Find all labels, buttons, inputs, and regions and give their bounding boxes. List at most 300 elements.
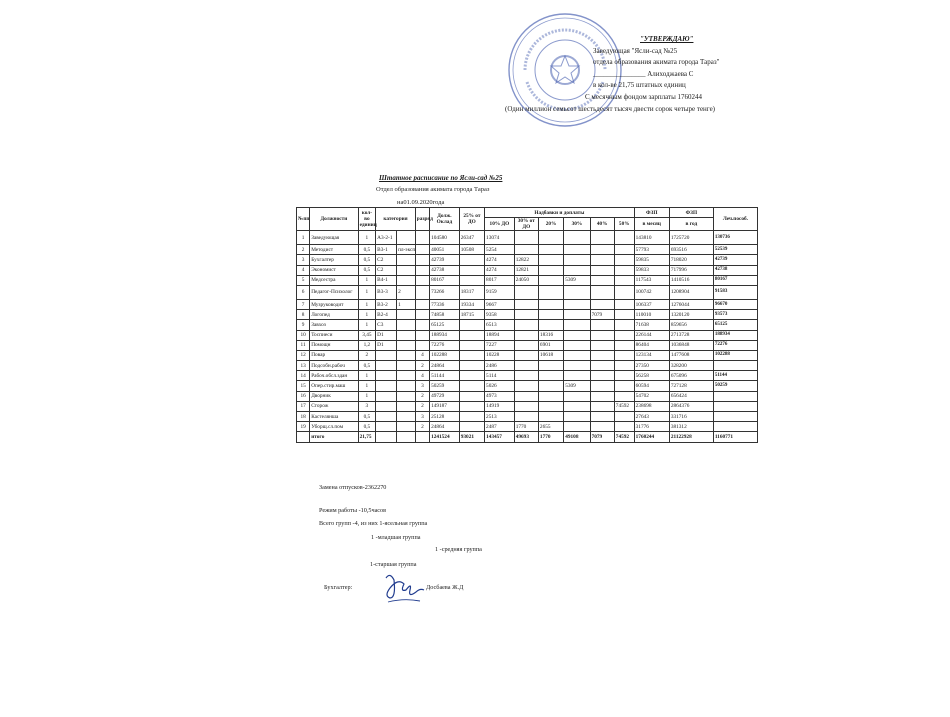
cell-a30b xyxy=(564,371,590,381)
cell-rank: 2 xyxy=(415,361,429,371)
cell-a10: 2486 xyxy=(485,361,515,371)
cell-a10: 7227 xyxy=(485,340,515,350)
cell-cat xyxy=(376,361,397,371)
cell-a50 xyxy=(614,299,634,309)
cell-a30b xyxy=(564,265,590,275)
cell-a50: 74592 xyxy=(614,401,634,411)
cell-a20 xyxy=(538,381,563,391)
cell-a30 xyxy=(514,285,538,299)
table-row xyxy=(297,361,758,371)
cell-a40 xyxy=(590,245,614,255)
total-cell-sal: 1241524 xyxy=(430,432,460,442)
cell-fy: 727128 xyxy=(669,381,713,391)
cell-cnt: 1 xyxy=(358,320,376,330)
cell-a40 xyxy=(590,275,614,285)
vacation-note: Замена отпусков-2362270 xyxy=(319,484,387,491)
cell-a10: 14919 xyxy=(485,401,515,411)
cell-rank: 2 xyxy=(415,391,429,401)
cell-fm: 238698 xyxy=(634,401,669,411)
cell-a10: 5026 xyxy=(485,381,515,391)
total-cell xyxy=(397,432,416,442)
cell-p25 xyxy=(459,340,484,350)
cell-a40 xyxy=(590,391,614,401)
cell-pos: Дворник xyxy=(310,391,358,401)
cell-sal: 149187 xyxy=(430,401,460,411)
total-cell-a10: 143457 xyxy=(485,432,515,442)
cell-a30 xyxy=(514,330,538,340)
cell-a40 xyxy=(590,401,614,411)
cell-ben: 42738 xyxy=(713,265,757,275)
header-fzp-year: в год xyxy=(669,218,713,231)
cell-ben: 80167 xyxy=(713,275,757,285)
cell-fm: 226144 xyxy=(634,330,669,340)
cell-a20 xyxy=(538,320,563,330)
cell-rank: 2 xyxy=(415,422,429,432)
cell-extra xyxy=(397,371,416,381)
cell-a40 xyxy=(590,285,614,299)
cell-fy: 718020 xyxy=(669,255,713,265)
cell-no: 4 xyxy=(297,265,310,275)
cell-fy: 1036848 xyxy=(669,340,713,350)
cell-rank xyxy=(415,245,429,255)
cell-a30 xyxy=(514,361,538,371)
table-row xyxy=(297,401,758,411)
cell-fm: 27350 xyxy=(634,361,669,371)
cell-a20 xyxy=(538,310,563,320)
cell-no: 19 xyxy=(297,422,310,432)
approval-heading: "УТВЕРЖДАЮ" xyxy=(640,35,694,43)
cell-a20 xyxy=(538,245,563,255)
cell-a50 xyxy=(614,245,634,255)
cell-fm: 60594 xyxy=(634,381,669,391)
cell-fy: 693516 xyxy=(669,245,713,255)
cell-extra xyxy=(397,320,416,330)
cell-fy: 717996 xyxy=(669,265,713,275)
cell-cnt: 1 xyxy=(358,310,376,320)
cell-a30b xyxy=(564,231,590,245)
cell-pos: Педагог-Психолог xyxy=(310,285,358,299)
cell-p25 xyxy=(459,265,484,275)
cell-a10: 6513 xyxy=(485,320,515,330)
cell-no: 13 xyxy=(297,361,310,371)
cell-extra xyxy=(397,231,416,245)
total-cell-a30: 49693 xyxy=(514,432,538,442)
header-pct25: 25% от ДО xyxy=(459,208,484,231)
cell-extra xyxy=(397,391,416,401)
cell-pos: Уборщ.сл.пом xyxy=(310,422,358,432)
cell-no: 1 xyxy=(297,231,310,245)
approval-line: _______________ Алиходжаева С xyxy=(593,69,694,78)
cell-pos: Экономист xyxy=(310,265,358,275)
cell-cat: D1 xyxy=(376,330,397,340)
cell-cnt: 0,5 xyxy=(358,255,376,265)
cell-a10: 8017 xyxy=(485,275,515,285)
cell-no: 7 xyxy=(297,299,310,309)
cell-ben: 50259 xyxy=(713,381,757,391)
cell-cat xyxy=(376,350,397,360)
header-salary: Долж. Оклад xyxy=(430,208,460,231)
cell-a20: 2655 xyxy=(538,422,563,432)
total-cell xyxy=(376,432,397,442)
cell-a50 xyxy=(614,285,634,299)
cell-fy: 1276044 xyxy=(669,299,713,309)
cell-p25 xyxy=(459,361,484,371)
signature xyxy=(380,568,428,606)
cell-extra xyxy=(397,275,416,285)
total-cell-ben: 1160771 xyxy=(713,432,757,442)
cell-a20: 6901 xyxy=(538,340,563,350)
cell-extra xyxy=(397,422,416,432)
cell-cat xyxy=(376,381,397,391)
cell-a40 xyxy=(590,350,614,360)
cell-extra xyxy=(397,265,416,275)
table-row xyxy=(297,412,758,422)
table-row xyxy=(297,299,758,309)
cell-cnt: 1 xyxy=(358,391,376,401)
cell-extra: 1 xyxy=(397,299,416,309)
cell-cat xyxy=(376,371,397,381)
cell-rank xyxy=(415,275,429,285)
cell-a50 xyxy=(614,422,634,432)
cell-sal: 77336 xyxy=(430,299,460,309)
cell-sal: 50259 xyxy=(430,381,460,391)
cell-fm: 59833 xyxy=(634,265,669,275)
header-category: категория xyxy=(376,208,416,231)
cell-p25: 19334 xyxy=(459,299,484,309)
cell-a30: 24050 xyxy=(514,275,538,285)
cell-no: 5 xyxy=(297,275,310,285)
cell-no: 16 xyxy=(297,391,310,401)
cell-extra xyxy=(397,401,416,411)
cell-a50 xyxy=(614,265,634,275)
cell-a10: 5114 xyxy=(485,371,515,381)
total-cell-cnt: 21,75 xyxy=(358,432,376,442)
cell-cnt: 0,5 xyxy=(358,265,376,275)
table-row xyxy=(297,371,758,381)
cell-fy: 2864376 xyxy=(669,401,713,411)
cell-cnt: 3 xyxy=(358,401,376,411)
cell-fm: 54702 xyxy=(634,391,669,401)
table-row xyxy=(297,265,758,275)
cell-cnt: 1 xyxy=(358,275,376,285)
cell-a20 xyxy=(538,231,563,245)
cell-pos: Рабоч.обсл.здан xyxy=(310,371,358,381)
total-row xyxy=(297,432,758,442)
cell-rank xyxy=(415,255,429,265)
cell-sal: 73266 xyxy=(430,285,460,299)
cell-a30: 12821 xyxy=(514,265,538,275)
cell-fy: 656424 xyxy=(669,391,713,401)
cell-rank: 4 xyxy=(415,371,429,381)
cell-ben: 102288 xyxy=(713,350,757,360)
header-row-group xyxy=(297,208,758,218)
cell-extra: 2 xyxy=(397,285,416,299)
cell-sal: 188934 xyxy=(430,330,460,340)
header-a10: 10% ДО xyxy=(485,218,515,231)
cell-a30 xyxy=(514,310,538,320)
cell-no: 10 xyxy=(297,330,310,340)
groups-note: Всего групп -4, из них 1-ясельная группа xyxy=(319,520,428,527)
cell-cnt: 1,2 xyxy=(358,340,376,350)
cell-fy: 675096 xyxy=(669,371,713,381)
header-rank: разряд xyxy=(415,208,429,231)
cell-rank xyxy=(415,299,429,309)
cell-p25: 18715 xyxy=(459,310,484,320)
cell-no: 14 xyxy=(297,371,310,381)
cell-a40 xyxy=(590,381,614,391)
cell-sal: 24864 xyxy=(430,361,460,371)
approval-line: Заведующая "Ясли-сад №25 xyxy=(593,46,678,55)
cell-sal: 65125 xyxy=(430,320,460,330)
total-cell xyxy=(415,432,429,442)
cell-rank: 3 xyxy=(415,381,429,391)
total-cell-a20: 1770 xyxy=(538,432,563,442)
cell-a30b xyxy=(564,310,590,320)
cell-p25 xyxy=(459,422,484,432)
table-row xyxy=(297,381,758,391)
cell-a30b xyxy=(564,350,590,360)
cell-cat: В3-1 xyxy=(376,245,397,255)
cell-sal: 72276 xyxy=(430,340,460,350)
approval-line: отдела образования акимата города Тараз" xyxy=(593,58,720,67)
cell-a30b xyxy=(564,285,590,299)
cell-a40 xyxy=(590,255,614,265)
staffing-table xyxy=(296,207,758,443)
cell-a20 xyxy=(538,255,563,265)
cell-a30: 1770 xyxy=(514,422,538,432)
cell-pos: Подсобн.рабоч xyxy=(310,361,358,371)
cell-rank xyxy=(415,320,429,330)
cell-a50 xyxy=(614,391,634,401)
table-row xyxy=(297,275,758,285)
cell-a40 xyxy=(590,412,614,422)
cell-a10: 10228 xyxy=(485,350,515,360)
total-cell-p25: 93021 xyxy=(459,432,484,442)
header-count: кол-во единиц xyxy=(358,208,376,231)
cell-fm: 56258 xyxy=(634,371,669,381)
cell-p25 xyxy=(459,350,484,360)
cell-pos: Помощн xyxy=(310,340,358,350)
table-row xyxy=(297,391,758,401)
cell-a20 xyxy=(538,299,563,309)
header-fzp-year-group: ФЗП xyxy=(669,208,713,218)
cell-sal: 25128 xyxy=(430,412,460,422)
total-cell-a40: 7079 xyxy=(590,432,614,442)
cell-a30 xyxy=(514,231,538,245)
cell-fm: 143810 xyxy=(634,231,669,245)
cell-a30b xyxy=(564,255,590,265)
cell-no: 11 xyxy=(297,340,310,350)
cell-a20 xyxy=(538,371,563,381)
cell-p25 xyxy=(459,401,484,411)
cell-pos: Опер.стир.маш xyxy=(310,381,358,391)
cell-a30b: 5309 xyxy=(564,275,590,285)
cell-fy: 381312 xyxy=(669,422,713,432)
cell-sal: 42738 xyxy=(430,265,460,275)
cell-cat: С3 xyxy=(376,320,397,330)
cell-a10: 4973 xyxy=(485,391,515,401)
cell-extra: пл-эксп xyxy=(397,245,416,255)
cell-fy: 859656 xyxy=(669,320,713,330)
cell-a30 xyxy=(514,299,538,309)
work-hours-note: Режим работы -10,5часов xyxy=(319,507,387,514)
cell-a30 xyxy=(514,381,538,391)
cell-a50 xyxy=(614,361,634,371)
cell-a30b xyxy=(564,299,590,309)
cell-cnt: 1 xyxy=(358,285,376,299)
cell-cat: С2 xyxy=(376,255,397,265)
total-cell-a50: 74592 xyxy=(614,432,634,442)
approval-line: (Один миллион семьсот шестьдесят тысяч двести сорок четыре тенге) xyxy=(505,104,716,113)
table-row xyxy=(297,285,758,299)
cell-rank xyxy=(415,340,429,350)
cell-a40 xyxy=(590,340,614,350)
cell-a20 xyxy=(538,361,563,371)
accountant-name: Досбаева Ж.Д xyxy=(426,584,464,591)
header-position: Должности xyxy=(310,208,358,231)
cell-cat xyxy=(376,422,397,432)
cell-ben: 52539 xyxy=(713,245,757,255)
cell-a30 xyxy=(514,245,538,255)
cell-cnt: 1 xyxy=(358,381,376,391)
cell-a20 xyxy=(538,285,563,299)
cell-fm: 31776 xyxy=(634,422,669,432)
cell-a30b xyxy=(564,422,590,432)
cell-extra xyxy=(397,381,416,391)
cell-a30 xyxy=(514,320,538,330)
cell-rank xyxy=(415,231,429,245)
total-cell-a30b: 49108 xyxy=(564,432,590,442)
cell-ben xyxy=(713,422,757,432)
document-title: Штатное расписание по Ясли-сад №25 xyxy=(379,174,503,182)
older-group-note: 1-старшая группа xyxy=(370,561,417,568)
cell-sal: 104580 xyxy=(430,231,460,245)
cell-cnt: 1 xyxy=(358,371,376,381)
cell-sal: 49729 xyxy=(430,391,460,401)
table-row xyxy=(297,350,758,360)
cell-a20: 18316 xyxy=(538,330,563,340)
header-no: №пп xyxy=(297,208,310,231)
cell-no: 17 xyxy=(297,401,310,411)
table-row xyxy=(297,330,758,340)
cell-pos: Логопед xyxy=(310,310,358,320)
cell-ben xyxy=(713,391,757,401)
cell-sal: 24864 xyxy=(430,422,460,432)
cell-fm: 27643 xyxy=(634,412,669,422)
cell-pos: Методист xyxy=(310,245,358,255)
cell-a30 xyxy=(514,412,538,422)
cell-a50 xyxy=(614,330,634,340)
cell-cat: А3-2-1 xyxy=(376,231,397,245)
cell-fy: 1477608 xyxy=(669,350,713,360)
approval-line: в кол-ве 21,75 штатных единиц xyxy=(593,81,686,90)
header-a30: 30% от ДО xyxy=(514,218,538,231)
header-a50: 50% xyxy=(614,218,634,231)
cell-a10: 2513 xyxy=(485,412,515,422)
cell-a10: 5254 xyxy=(485,245,515,255)
cell-a30 xyxy=(514,340,538,350)
cell-a40 xyxy=(590,265,614,275)
cell-a20: 10618 xyxy=(538,350,563,360)
cell-p25: 26347 xyxy=(459,231,484,245)
cell-a50 xyxy=(614,381,634,391)
cell-a10: 4274 xyxy=(485,255,515,265)
cell-sal: 102288 xyxy=(430,350,460,360)
cell-cnt: 0,5 xyxy=(358,245,376,255)
cell-a30 xyxy=(514,350,538,360)
cell-sal: 80167 xyxy=(430,275,460,285)
document-subtitle: Отдел образования акимата города Тараз xyxy=(376,186,490,193)
cell-cat: В4-1 xyxy=(376,275,397,285)
cell-pos: Заведующая xyxy=(310,231,358,245)
header-fzp-month: в месяц xyxy=(634,218,669,231)
cell-sal: 40051 xyxy=(430,245,460,255)
cell-cnt: 1 xyxy=(358,231,376,245)
cell-a30: 12822 xyxy=(514,255,538,265)
cell-extra xyxy=(397,310,416,320)
cell-fy: 328200 xyxy=(669,361,713,371)
cell-extra xyxy=(397,412,416,422)
cell-a50 xyxy=(614,412,634,422)
cell-p25 xyxy=(459,330,484,340)
cell-no: 15 xyxy=(297,381,310,391)
cell-fm: 59835 xyxy=(634,255,669,265)
cell-p25 xyxy=(459,391,484,401)
cell-fm: 71638 xyxy=(634,320,669,330)
cell-cat: В3-3 xyxy=(376,285,397,299)
cell-a50 xyxy=(614,310,634,320)
cell-a50 xyxy=(614,371,634,381)
cell-fm: 123134 xyxy=(634,350,669,360)
total-cell xyxy=(297,432,310,442)
cell-a50 xyxy=(614,231,634,245)
cell-a10: 9667 xyxy=(485,299,515,309)
cell-a30b xyxy=(564,330,590,340)
cell-a10: 2487 xyxy=(485,422,515,432)
total-cell-label: итого xyxy=(310,432,358,442)
header-a40: 40% xyxy=(590,218,614,231)
table-row xyxy=(297,320,758,330)
cell-extra xyxy=(397,340,416,350)
total-cell-fm: 1760244 xyxy=(634,432,669,442)
cell-pos: Бухгалтер xyxy=(310,255,358,265)
cell-a30 xyxy=(514,391,538,401)
cell-no: 3 xyxy=(297,255,310,265)
younger-group-note: 1 -младшая группа xyxy=(371,534,421,541)
cell-cat xyxy=(376,412,397,422)
table-row xyxy=(297,310,758,320)
cell-cnt: 0,5 xyxy=(358,422,376,432)
cell-sal: 74858 xyxy=(430,310,460,320)
cell-a10: 9358 xyxy=(485,310,515,320)
cell-ben xyxy=(713,412,757,422)
cell-ben: 93573 xyxy=(713,310,757,320)
cell-ben: 91583 xyxy=(713,285,757,299)
cell-ben: 72276 xyxy=(713,340,757,350)
cell-ben: 42739 xyxy=(713,255,757,265)
cell-a20 xyxy=(538,401,563,411)
cell-rank xyxy=(415,330,429,340)
cell-a20 xyxy=(538,412,563,422)
cell-fy: 1725720 xyxy=(669,231,713,245)
header-a30b: 30% xyxy=(564,218,590,231)
cell-p25: 18317 xyxy=(459,285,484,299)
cell-a40 xyxy=(590,320,614,330)
cell-cat: С2 xyxy=(376,265,397,275)
header-benefit: Леч.пособ. xyxy=(713,208,757,231)
cell-a20 xyxy=(538,265,563,275)
cell-ben: 130736 xyxy=(713,231,757,245)
